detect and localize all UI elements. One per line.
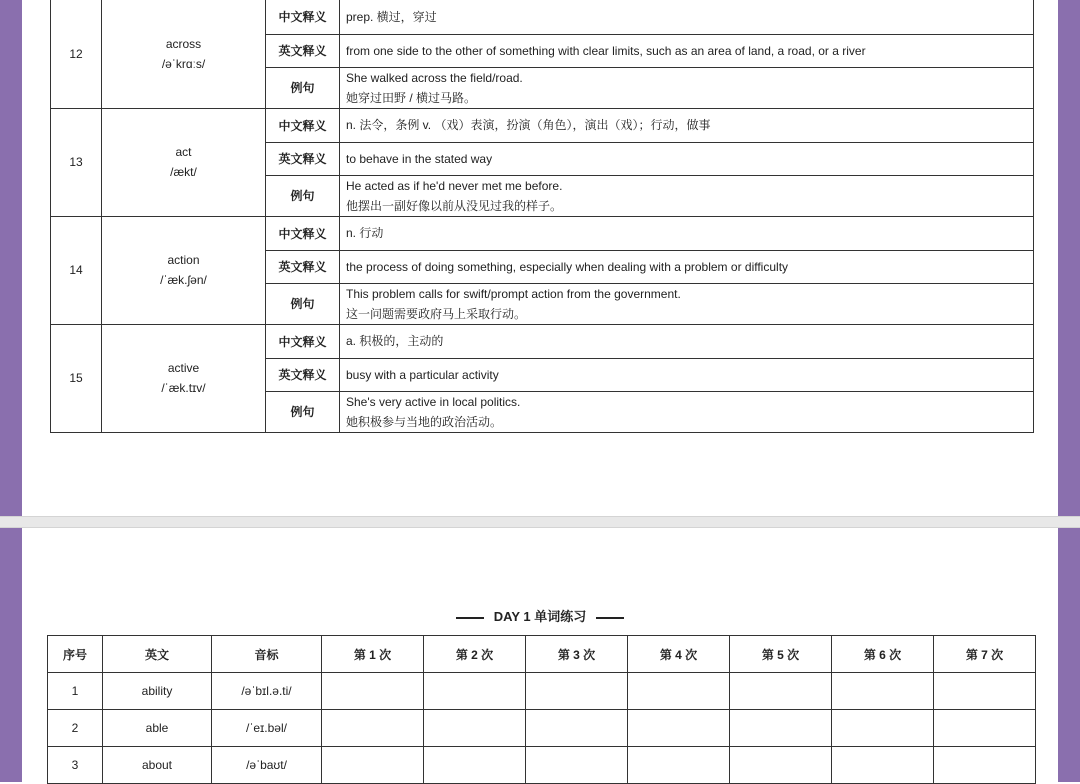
page-separator [0,516,1080,528]
row-word: ability [103,673,212,710]
header-english: 英文 [103,636,212,673]
example-chinese: 他摆出一副好像以前从没见过我的样子。 [346,198,563,213]
entry-word: active [167,361,200,375]
left-purple-border [0,0,22,782]
label-example: 例句 [266,283,340,324]
example-cell [340,283,1034,324]
table-row [51,216,1034,250]
label-example: 例句 [266,391,340,432]
practice-blank[interactable] [424,747,526,784]
title-dash-right [596,617,624,619]
row-word: able [103,710,212,747]
practice-blank[interactable] [730,747,832,784]
entry-word-cell [102,108,266,216]
entry-number: 13 [51,108,102,216]
practice-blank[interactable] [934,710,1036,747]
label-english-meaning: 英文释义 [266,358,340,391]
practice-blank[interactable] [628,673,730,710]
table-row [51,108,1034,142]
label-english-meaning: 英文释义 [266,250,340,283]
english-meaning: busy with a particular activity [340,358,1034,391]
entry-word-cell [102,0,266,108]
example-chinese: 她穿过田野 / 横过马路。 [346,90,477,105]
header-attempt-5: 第 5 次 [730,636,832,673]
row-phonetic: /əˈbɪl.ə.ti/ [212,673,322,710]
english-meaning: from one side to the other of something with clear limits, such as an area of land, a road, or a river [340,34,1034,67]
practice-blank[interactable] [832,710,934,747]
example-english: This problem calls for swift/prompt action from the government. [346,286,681,301]
practice-blank[interactable] [832,747,934,784]
header-attempt-7: 第 7 次 [934,636,1036,673]
chinese-meaning: a. 积极的，主动的 [340,324,1034,358]
document-page-lower [22,528,1058,782]
chinese-meaning: prep. 横过，穿过 [340,0,1034,34]
entry-phonetic: /ˈæk.tɪv/ [161,381,206,395]
example-chinese: 这一问题需要政府马上采取行动。 [346,306,527,321]
practice-blank[interactable] [628,747,730,784]
english-meaning: the process of doing something, especially when dealing with a problem or difficulty [340,250,1034,283]
header-attempt-4: 第 4 次 [628,636,730,673]
example-english: She's very active in local politics. [346,394,521,409]
vocabulary-table [50,0,1034,433]
table-row [48,747,1036,784]
practice-blank[interactable] [934,747,1036,784]
practice-blank[interactable] [526,710,628,747]
practice-table [47,635,1036,784]
entry-phonetic: /əˈkrɑːs/ [161,56,206,71]
practice-blank[interactable] [730,673,832,710]
label-english-meaning: 英文释义 [266,142,340,175]
table-row [48,673,1036,710]
example-english: He acted as if he'd never met me before. [346,178,563,193]
label-chinese-meaning: 中文释义 [266,108,340,142]
right-purple-border [1058,0,1080,782]
label-example: 例句 [266,67,340,108]
practice-blank[interactable] [424,673,526,710]
entry-word: action [167,253,200,267]
row-number: 3 [48,747,103,784]
practice-blank[interactable] [628,710,730,747]
practice-blank[interactable] [322,673,424,710]
row-word: about [103,747,212,784]
label-english-meaning: 英文释义 [266,34,340,67]
header-phonetic: 音标 [212,636,322,673]
example-cell [340,175,1034,216]
header-attempt-1: 第 1 次 [322,636,424,673]
row-number: 1 [48,673,103,710]
label-example: 例句 [266,175,340,216]
practice-blank[interactable] [730,710,832,747]
example-cell [340,67,1034,108]
title-dash-left [456,617,484,619]
practice-title-text: DAY 1 单词练习 [493,609,587,624]
header-attempt-3: 第 3 次 [526,636,628,673]
entry-word: act [175,145,192,159]
entry-number: 14 [51,216,102,324]
practice-blank[interactable] [832,673,934,710]
table-row [51,0,1034,34]
example-cell [340,391,1034,432]
label-chinese-meaning: 中文释义 [266,324,340,358]
entry-word: across [165,36,202,51]
example-english: She walked across the field/road. [346,70,523,85]
entry-number: 15 [51,324,102,432]
document-page-upper [22,0,1058,516]
chinese-meaning: n. 行动 [340,216,1034,250]
table-row [51,324,1034,358]
practice-blank[interactable] [322,710,424,747]
practice-blank[interactable] [322,747,424,784]
header-number: 序号 [48,636,103,673]
row-phonetic: /ˈeɪ.bəl/ [212,710,322,747]
label-chinese-meaning: 中文释义 [266,0,340,34]
practice-title [22,606,1058,625]
header-attempt-2: 第 2 次 [424,636,526,673]
entry-word-cell [102,324,266,432]
practice-header-row [48,636,1036,673]
practice-blank[interactable] [424,710,526,747]
chinese-meaning: n. 法令，条例 v. （戏）表演，扮演（角色），演出（戏）；行动，做事 [340,108,1034,142]
label-chinese-meaning: 中文释义 [266,216,340,250]
practice-blank[interactable] [526,673,628,710]
example-chinese: 她积极参与当地的政治活动。 [346,414,503,429]
entry-phonetic: /ækt/ [170,165,197,179]
entry-number: 12 [51,0,102,108]
row-number: 2 [48,710,103,747]
row-phonetic: /əˈbaʊt/ [212,747,322,784]
entry-phonetic: /ˈæk.ʃən/ [160,273,207,287]
table-row [48,710,1036,747]
practice-blank[interactable] [526,747,628,784]
english-meaning: to behave in the stated way [340,142,1034,175]
practice-blank[interactable] [934,673,1036,710]
entry-word-cell [102,216,266,324]
header-attempt-6: 第 6 次 [832,636,934,673]
